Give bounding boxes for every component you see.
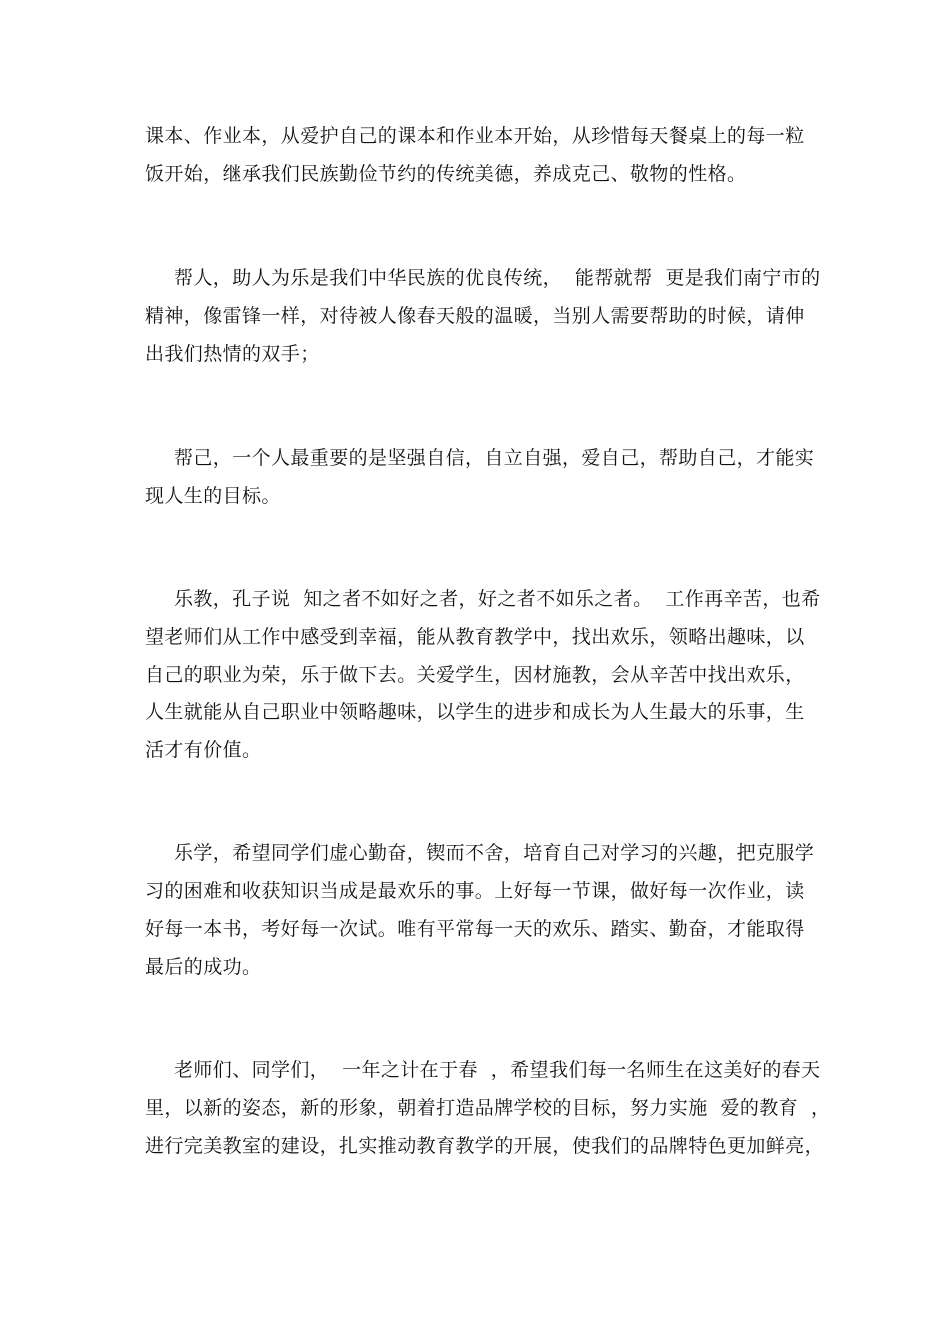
paragraph-line: 人生就能从自己职业中领略趣味，以学生的进步和成长为人生最大的乐事，生: [145, 701, 805, 723]
paragraph-line: 现人生的目标。: [145, 485, 281, 507]
paragraph-line: 好每一本书，考好每一次试。唯有平常每一天的欢乐、踏实、勤奋，才能取得: [145, 918, 805, 940]
paragraph-line: 乐教，孔子说 知之者不如好之者，好之者不如乐之者。 工作再辛苦，也希: [174, 588, 821, 610]
paragraph-line: 里，以新的姿态，新的形象，朝着打造品牌学校的目标，努力实施 爱的教育 ，: [145, 1097, 831, 1119]
paragraph-line: 进行完美教室的建设，扎实推动教育教学的开展，使我们的品牌特色更加鲜亮，: [145, 1135, 825, 1157]
paragraph-line: 习的困难和收获知识当成是最欢乐的事。上好每一节课，做好每一次作业，读: [145, 880, 805, 902]
paragraph-line: 精神，像雷锋一样，对待被人像春天般的温暖，当别人需要帮助的时候，请伸: [145, 305, 805, 327]
paragraph-line: 望老师们从工作中感受到幸福，能从教育教学中，找出欢乐，领略出趣味，以: [145, 626, 805, 648]
paragraph-line: 老师们、同学们， 一年之计在于春 ，希望我们每一名师生在这美好的春天: [174, 1059, 821, 1081]
paragraph-line: 乐学，希望同学们虚心勤奋，锲而不舍，培育自己对学习的兴趣，把克服学: [174, 842, 815, 864]
paragraph-line: 课本、作业本，从爱护自己的课本和作业本开始，从珍惜每天餐桌上的每一粒: [145, 125, 805, 147]
paragraph-line: 帮人，助人为乐是我们中华民族的优良传统， 能帮就帮 更是我们南宁市的: [174, 267, 821, 289]
paragraph-line: 活才有价值。: [145, 739, 262, 761]
paragraph-line: 帮己，一个人最重要的是坚强自信，自立自强，爱自己，帮助自己，才能实: [174, 447, 815, 469]
paragraph-line: 出我们热情的双手；: [145, 343, 320, 365]
paragraph-line: 自己的职业为荣，乐于做下去。关爱学生，因材施教，会从辛苦中找出欢乐，: [145, 664, 805, 686]
paragraph-line: 饭开始，继承我们民族勤俭节约的传统美德，养成克己、敬物的性格。: [145, 163, 747, 185]
paragraph-line: 最后的成功。: [145, 956, 262, 978]
